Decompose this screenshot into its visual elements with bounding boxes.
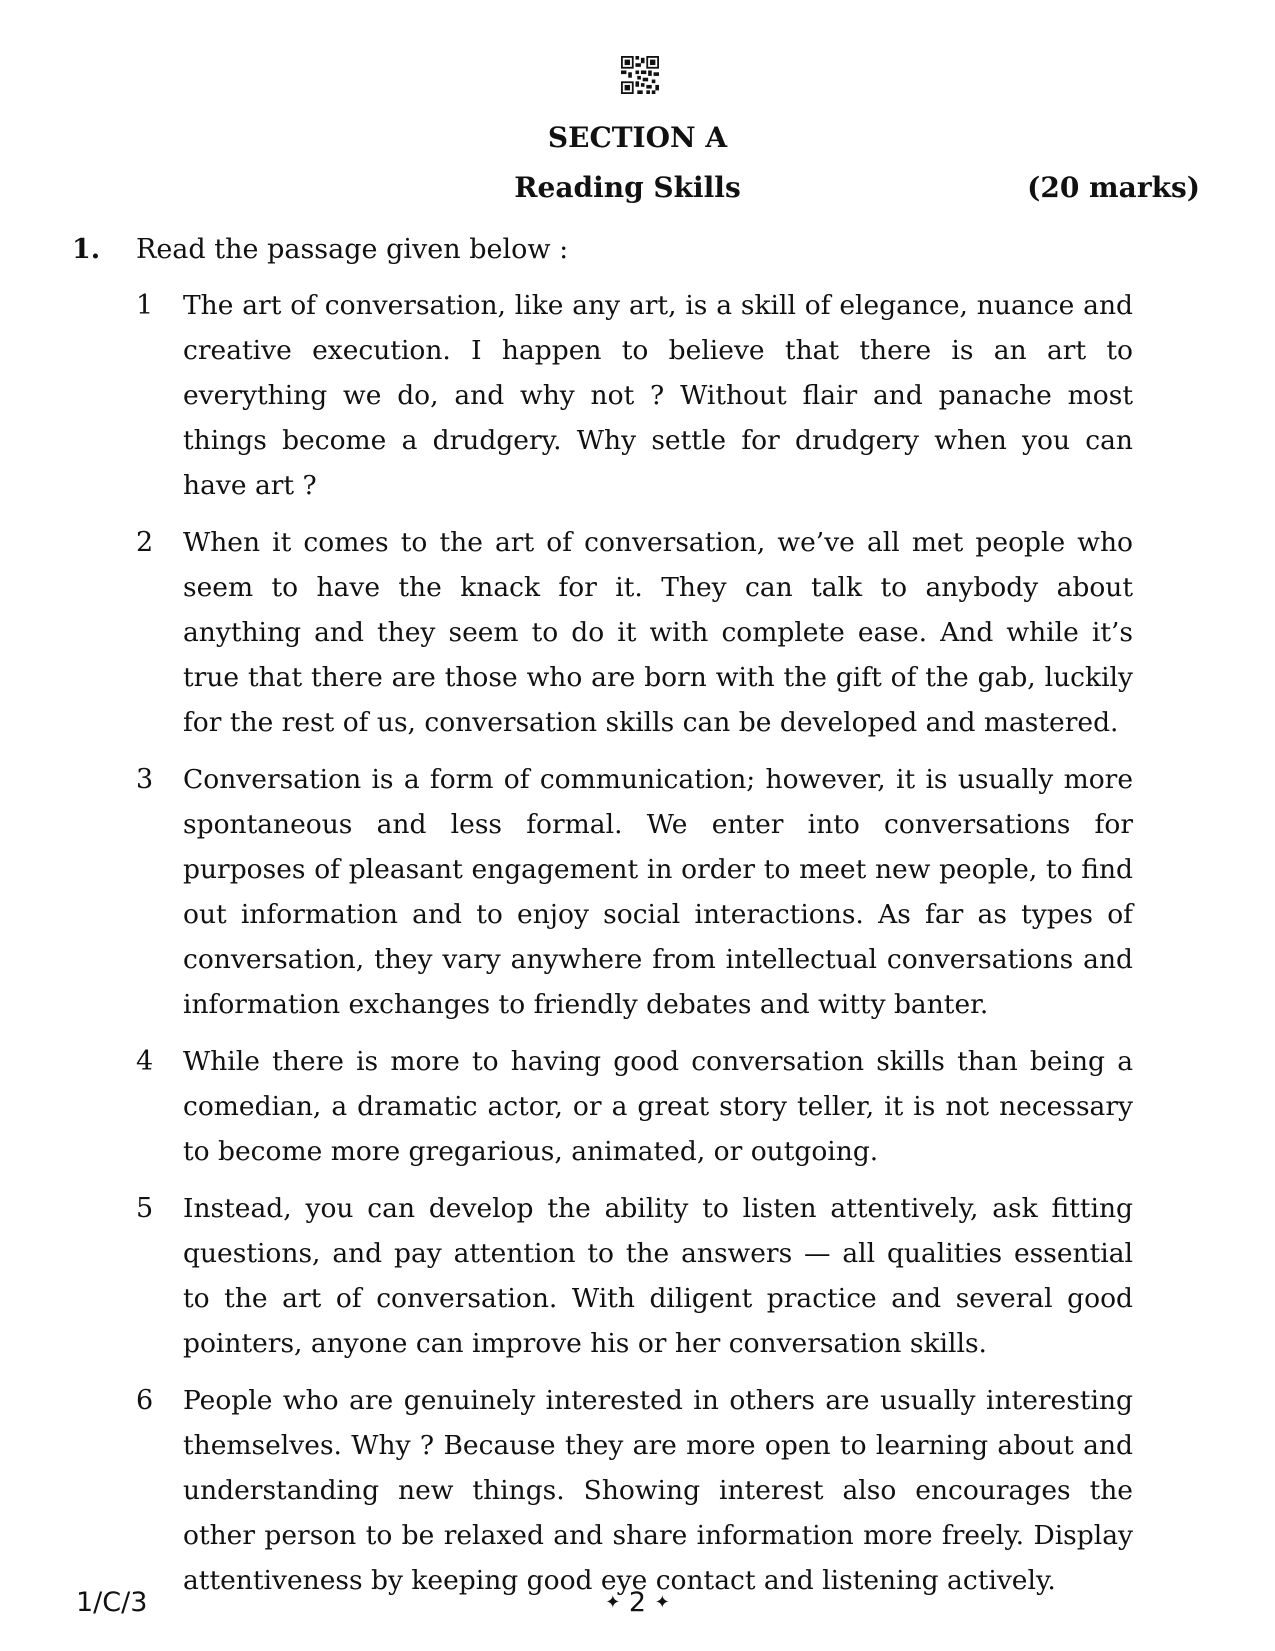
- ornament-right-icon: ✦: [654, 1592, 670, 1613]
- paragraph-number: 2: [136, 527, 154, 558]
- qr-code-icon: [621, 56, 659, 94]
- paper-code: 1/C/3: [76, 1587, 148, 1618]
- passage-paragraph: [136, 283, 1136, 508]
- paragraph-number: 1: [136, 290, 154, 321]
- paragraph-text: People who are genuinely interested in others are usually interesting themselves. Why ? Because they are more open to learning about and understanding new things. Showing interest also encourages the other person to be relaxed and share information more freely. Display attentiveness by keeping good eye contact and listening actively.: [183, 1385, 1133, 1596]
- paragraph-text: The art of conversation, like any art, is a skill of elegance, nuance and creative execution. I happen to believe that there is an art to everything we do, and why not ? Without flair and panache most things become a drudgery. Why settle for drudgery when you can have art ?: [183, 290, 1133, 501]
- passage-paragraph: [136, 1378, 1136, 1603]
- marks-label: (20 marks): [1027, 171, 1200, 204]
- paragraph-text: Conversation is a form of communication; however, it is usually more spontaneous and less formal. We enter into conversations for purposes of pleasant engagement in order to meet new people, to find out information and to enjoy social interactions. As far as types of conversation, they vary anywhere from intellectual conversations and information exchanges to friendly debates and witty banter.: [183, 764, 1133, 1020]
- passage-paragraph: [136, 757, 1136, 1027]
- passage-paragraph: [136, 1186, 1136, 1366]
- paragraph-number: 4: [136, 1046, 154, 1077]
- passage: [136, 283, 1136, 1615]
- paragraph-text: Instead, you can develop the ability to listen attentively, ask fitting questions, and pay attention to the answers — all qualities essential to the art of conversation. With diligent practice and several good pointers, anyone can improve his or her conversation skills.: [183, 1193, 1133, 1359]
- paragraph-text: When it comes to the art of conversation, we’ve all met people who seem to have the knack for it. They can talk to anybody about anything and they seem to do it with complete ease. And while it’s true that there are those who are born with the gift of the gab, luckily for the rest of us, conversation skills can be developed and mastered.: [183, 527, 1133, 738]
- subsection-title: Reading Skills: [514, 171, 741, 204]
- question-instruction: Read the passage given below :: [136, 234, 569, 265]
- ornament-left-icon: ✦: [605, 1592, 621, 1613]
- passage-paragraph: [136, 520, 1136, 745]
- section-title: SECTION A: [547, 121, 728, 154]
- passage-paragraph: [136, 1039, 1136, 1174]
- paragraph-text: While there is more to having good conversation skills than being a comedian, a dramatic actor, or a great story teller, it is not necessary to become more gregarious, animated, or outgoing.: [183, 1046, 1133, 1167]
- page-number: 2: [628, 1587, 647, 1618]
- paragraph-number: 3: [136, 764, 154, 795]
- paragraph-number: 6: [136, 1385, 154, 1416]
- question-number: 1.: [72, 234, 101, 265]
- page-number-footer: [0, 1586, 1275, 1620]
- paragraph-number: 5: [136, 1193, 154, 1224]
